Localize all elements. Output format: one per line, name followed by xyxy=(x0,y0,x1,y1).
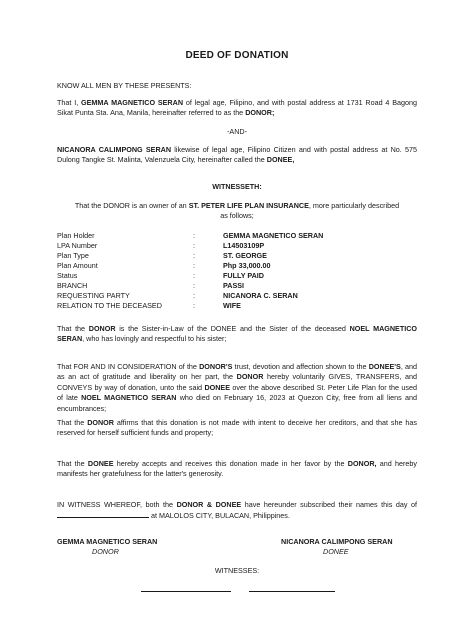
deed-document: DEED OF DONATION KNOW ALL MEN BY THESE PRESENTS: That I, GEMMA MAGNETICO SERAN of legal age, Filipino, and with postal address at 1731 Road 4 Bagong Sikat Punta Sta. Ana, Manila, hereinafter referred to as the DONOR; -AND- NICANORA CALIMPONG SERAN likewise of legal age, Filipino Citizen and with postal address at No. 575 Dulong Tangke St. Malinta, Valenzuela City, hereinafter called the DONEE, WITNESSETH: That the DONOR is an owner of an ST. PETER LIFE PLAN INSURANCE, more particularly described as follows; Plan Holder : GEMMA MAGNETICO SERAN LPA Number : L14503109P Plan Type : ST. GEORGE Plan Amount : Php 33,000.00 Status : FULLY PAID BRANCH : PASSI REQUESTING PARTY : NICANORA C. SERAN RELATION TO THE DECEASED : WIFE That the DONOR is the Sister-in-Law of the DONEE and the Sister of the deceased NOEL MAGNETICO SERAN, who has lovingly and respectful to his sister; That FOR AND IN CONSIDERATION of the DONOR'S trust, devotion and affection shown to the DONEE'S, and as an act of gratitude and liberality on her part, the DONOR hereby voluntarily GIVES, TRANSFERS, and CONVEYS by way of donation, unto the said DONEE over the above described St. Peter Life Plan for the used of late NOEL MAGNETICO SERAN who died on February 16, 2023 at Quezon City, free from all liens and encumbrances; That the DONOR affirms that this donation is not made with intent to deceive her creditors, and that she has reserved for herself sufficient funds and property; That the DONEE hereby accepts and receives this donation made in her favor by the DONOR, and hereby manifests her gratefulness for the latter's generosity. IN WITNESS WHEREOF, both the DONOR & DONEE have hereunder subscribed their names this day of at MALOLOS CITY, BULACAN, Philippines. GEMMA MAGNETICO SERAN DONOR NICANORA CALIMPONG SERAN DONEE WITNESSES: xyxy=(0,0,474,632)
relationship-paragraph: That the DONOR is the Sister-in-Law of the DONEE and the Sister of the deceased NOEL MAGNETICO SERAN, who has lovingly and respectful to his sister; xyxy=(57,324,418,344)
deceased-name: NOEL MAGNETICO SERAN xyxy=(57,324,418,344)
donor-paragraph: That I, GEMMA MAGNETICO SERAN of legal age, Filipino, and with postal address at 1731 Road 4 Bagong Sikat Punta Sta. Ana, Manila, hereinafter referred to as the DONOR; xyxy=(57,98,418,118)
document-title: DEED OF DONATION xyxy=(185,50,289,61)
donee-name: NICANORA CALIMPONG SERAN xyxy=(57,145,172,154)
plan-name: ST. PETER LIFE PLAN INSURANCE xyxy=(188,201,309,210)
donor-name: GEMMA MAGNETICO SERAN xyxy=(81,98,184,107)
acceptance-paragraph: That the DONEE hereby accepts and receives this donation made in her favor by the DONOR, and hereby manifests her gratefulness for the latter's generosity. xyxy=(57,459,418,479)
donee-signature-name: NICANORA CALIMPONG SERAN xyxy=(281,537,393,546)
consideration-paragraph: That FOR AND IN CONSIDERATION of the DONOR'S trust, devotion and affection shown to the DONEE'S, and as an act of gratitude and liberality on her part, the DONOR hereby voluntarily GIVES, TRANSFERS, and CONVEYS by way of donation, unto the said DONEE over the above described St. Peter Life Plan for the used of late NOEL MAGNETICO SERAN who died on February 16, 2023 at Quezon City, free from all liens and encumbrances; xyxy=(57,362,417,413)
witness-signature-line-2 xyxy=(249,591,335,592)
plan-intro-paragraph: That the DONOR is an owner of an ST. PETER LIFE PLAN INSURANCE, more particularly described as follows; xyxy=(74,201,400,221)
and-separator: -AND- xyxy=(227,127,247,136)
date-blank-line xyxy=(57,510,149,518)
witnesseth-heading: WITNESSETH: xyxy=(212,182,262,191)
donee-label: DONEE, xyxy=(266,155,295,165)
affirmation-paragraph: That the DONOR affirms that this donation is not made with intent to deceive her creditors, and that she has reserved for herself sufficient funds and property; xyxy=(57,418,418,438)
witness-signature-line-1 xyxy=(141,591,231,592)
donee-signature-role: DONEE xyxy=(323,547,349,556)
donor-signature-name: GEMMA MAGNETICO SERAN xyxy=(57,537,158,546)
donor-signature-role: DONOR xyxy=(92,547,119,556)
witness-whereof-paragraph: IN WITNESS WHEREOF, both the DONOR & DONEE have hereunder subscribed their names this day of at MALOLOS CITY, BULACAN, Philippines. xyxy=(57,500,417,521)
donee-paragraph: NICANORA CALIMPONG SERAN likewise of legal age, Filipino Citizen and with postal address at No. 575 Dulong Tangke St. Malinta, Valenzuela City, hereinafter called the DONEE, xyxy=(57,145,417,165)
donor-label: DONOR; xyxy=(245,108,275,118)
witnesses-heading: WITNESSES: xyxy=(214,566,260,575)
intro-line: KNOW ALL MEN BY THESE PRESENTS: xyxy=(57,81,192,90)
